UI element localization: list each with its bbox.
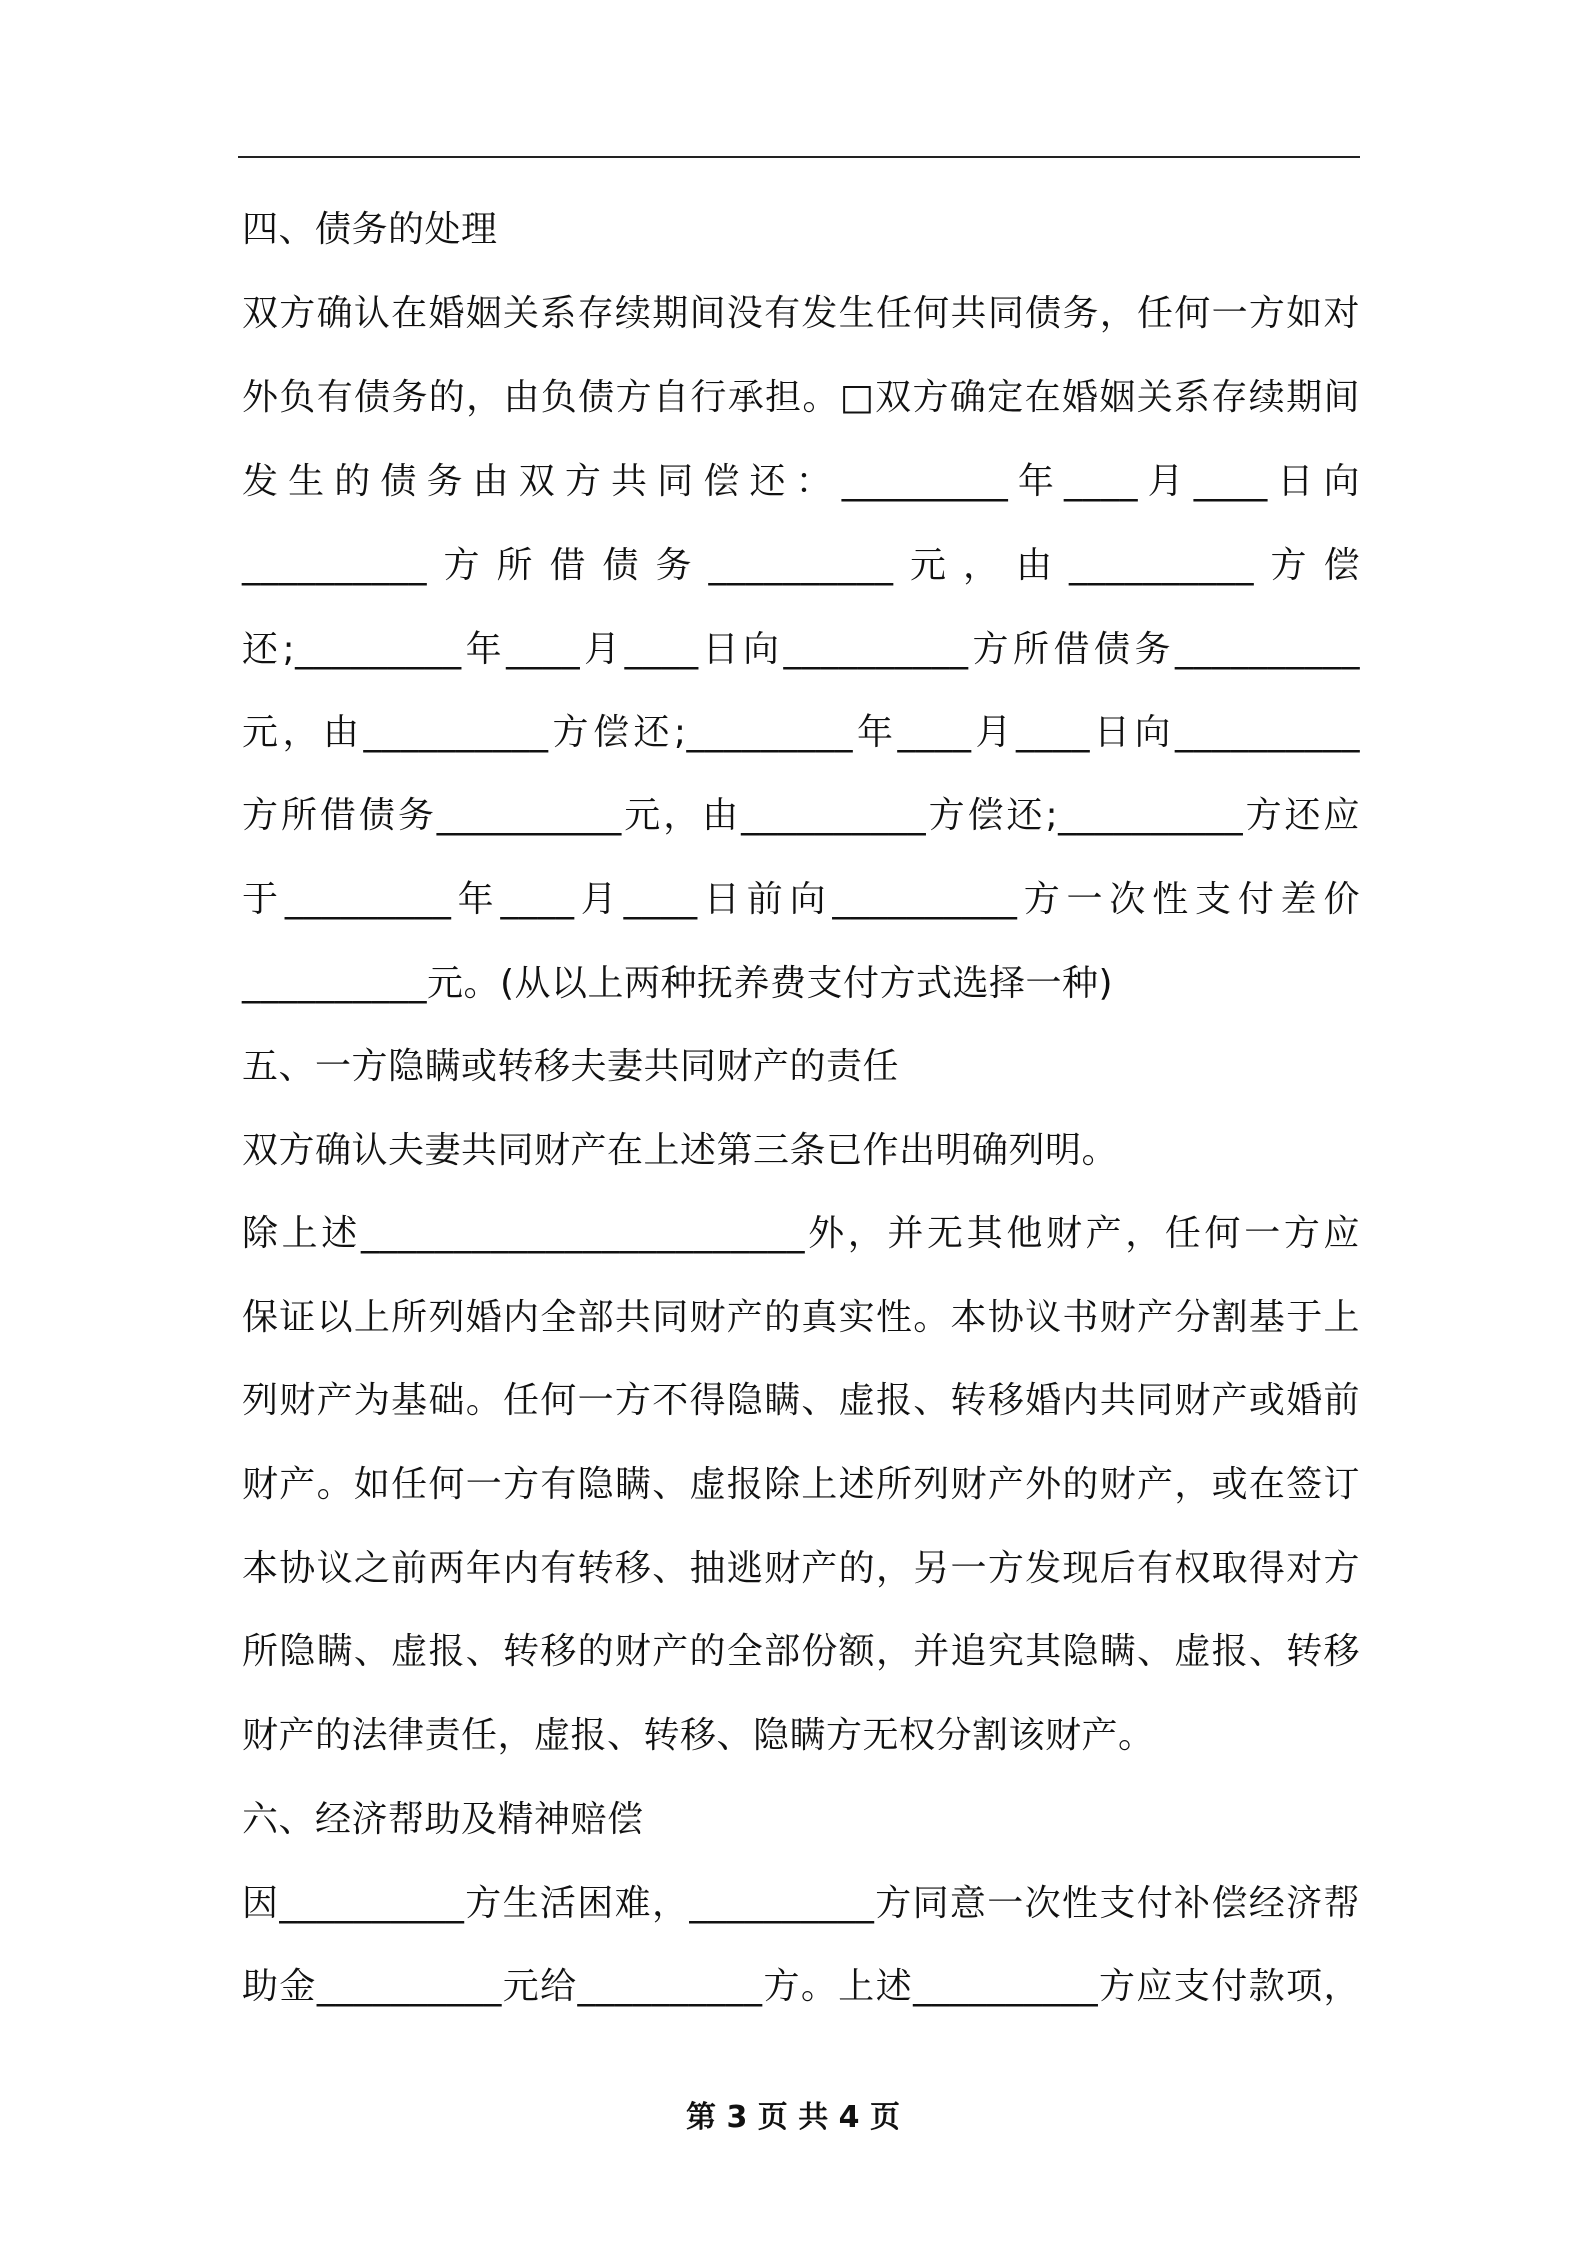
paragraph-line: 还;_________年____月____日向__________方所借债务__________: [242, 629, 1360, 670]
paragraph-line: 方所借债务__________元，由__________方偿还;__________方还应: [242, 795, 1360, 836]
paragraph-line: 助金__________元给__________方。上述__________方应支付款项，: [242, 1966, 1360, 2007]
paragraph-line: 发生的债务由双方共同偿还：_________年____月____日向: [242, 461, 1360, 502]
paragraph-line: 双方确认夫妻共同财产在上述第三条已作出明确列明。: [242, 1130, 1119, 1171]
paragraph-line: 所隐瞒、虚报、转移的财产的全部份额，并追究其隐瞒、虚报、转移: [242, 1631, 1360, 1672]
paragraph-line: 外负有债务的，由负债方自行承担。□双方确定在婚姻关系存续期间: [242, 377, 1360, 418]
paragraph-line: 保证以上所列婚内全部共同财产的真实性。本协议书财产分割基于上: [242, 1297, 1360, 1338]
paragraph-line: 元，由__________方偿还;_________年____月____日向__________: [242, 712, 1360, 753]
paragraph-line: 除上述________________________外，并无其他财产，任何一方应: [242, 1213, 1360, 1254]
section-heading-5: 五、一方隐瞒或转移夫妻共同财产的责任: [242, 1046, 900, 1087]
section-heading-6: 六、经济帮助及精神赔偿: [242, 1799, 644, 1840]
page-number-footer: 第 3 页 共 4 页: [686, 2100, 900, 2135]
paragraph-line: __________元。(从以上两种抚养费支付方式选择一种): [242, 963, 1114, 1004]
paragraph-line: 财产的法律责任，虚报、转移、隐瞒方无权分割该财产。: [242, 1715, 1155, 1756]
paragraph-line: 双方确认在婚姻关系存续期间没有发生任何共同债务，任何一方如对: [242, 293, 1360, 334]
paragraph-line: 列财产为基础。任何一方不得隐瞒、虚报、转移婚内共同财产或婚前: [242, 1380, 1360, 1421]
paragraph-line: 本协议之前两年内有转移、抽逃财产的，另一方发现后有权取得对方: [242, 1548, 1360, 1589]
paragraph-line: 财产。如任何一方有隐瞒、虚报除上述所列财产外的财产，或在签订: [242, 1464, 1360, 1505]
paragraph-line: 因__________方生活困难，__________方同意一次性支付补偿经济帮: [242, 1883, 1360, 1924]
header-rule: [238, 156, 1360, 158]
paragraph-line: __________方所借债务__________元，由__________方偿: [242, 545, 1360, 586]
paragraph-line: 于_________年____月____日前向__________方一次性支付差价: [242, 879, 1360, 920]
section-heading-4: 四、债务的处理: [242, 209, 498, 250]
